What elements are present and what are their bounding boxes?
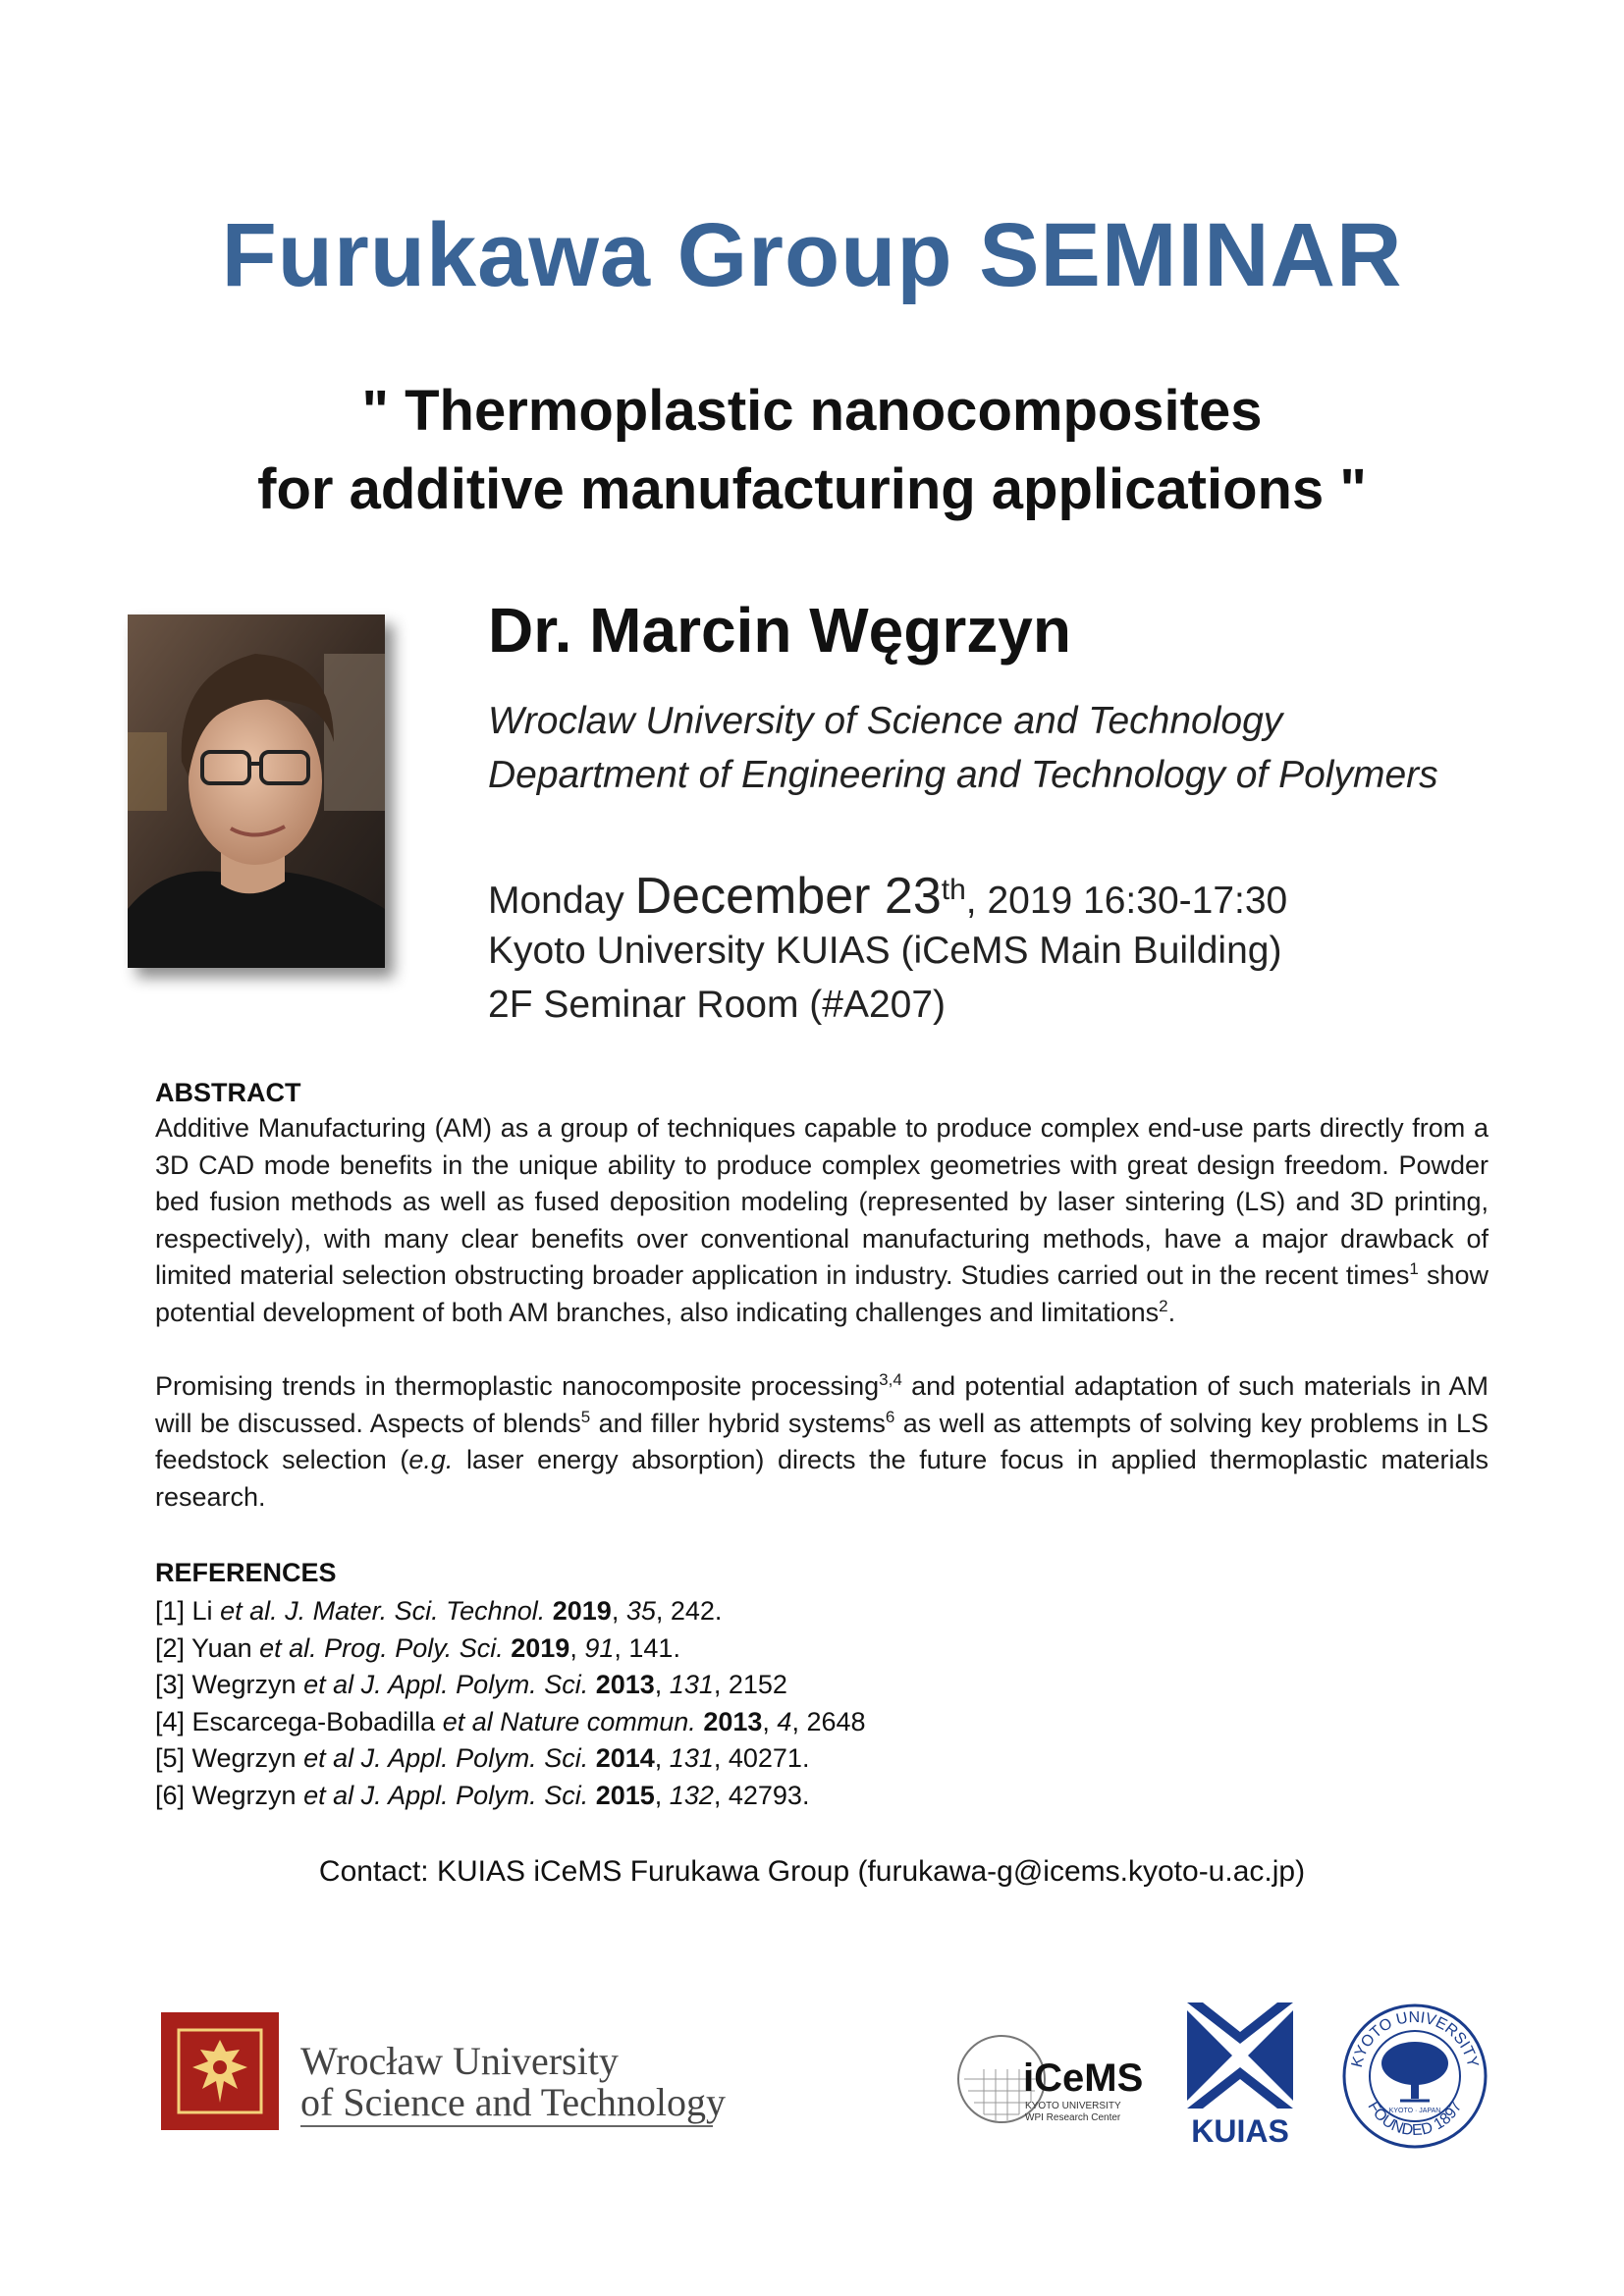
contact-line: Contact: KUIAS iCeMS Furukawa Group (furukawa-g@icems.kyoto-u.ac.jp) (318, 1855, 1306, 1888)
abstract-heading: ABSTRACT (155, 1078, 301, 1107)
kyoto-seal-top-text: KYOTO UNIVERSITY (1348, 2008, 1482, 2069)
kuias-logo-name: KUIAS (1191, 2113, 1289, 2149)
abstract-text: show potential development of both AM branches, also indicating challenges and limitations (155, 1260, 1489, 1327)
reference-number: [6] (155, 1780, 192, 1810)
reference-year: 2019 (503, 1632, 570, 1663)
kyoto-seal-bottom-text: FOUNDED 1897 (1364, 2099, 1466, 2140)
reference-journal: J. Appl. Polym. Sci. (353, 1670, 589, 1700)
reference-year: 2013 (588, 1670, 655, 1700)
citation-superscript: 6 (885, 1407, 895, 1426)
references-list (155, 1593, 866, 1815)
kyoto-university-seal-icon (1341, 2002, 1489, 2155)
reference-etal: et al (303, 1780, 354, 1810)
abstract-text: Promising trends in thermoplastic nanocomposite processing (155, 1371, 880, 1401)
abstract-paragraph-1 (155, 1110, 1489, 1332)
abstract-text: . (1167, 1297, 1176, 1327)
reference-number: [1] (155, 1596, 192, 1626)
abstract-text: and filler hybrid systems (590, 1408, 886, 1438)
event-day: Monday (488, 880, 624, 922)
reference-volume: 35 (625, 1596, 656, 1626)
citation-superscript: 3,4 (879, 1370, 902, 1389)
icems-logo-sub-1: KYOTO UNIVERSITY (1025, 2101, 1121, 2111)
reference-number: [4] (155, 1706, 192, 1736)
abstract-text-italic: e.g. (408, 1445, 454, 1475)
pwr-logo-underline (300, 2125, 713, 2127)
pwr-logo-text-line-1: Wrocław University (300, 2039, 619, 2083)
speaker-name: Dr. Marcin Węgrzyn (488, 595, 1071, 666)
reference-separator: , (611, 1596, 626, 1626)
abstract-text: laser energy absorption) directs the future focus in applied thermoplastic materials research. (155, 1445, 1489, 1512)
abstract-text: and potential adaptation of such materials in AM will be discussed. Aspects of blends (155, 1371, 1489, 1438)
abstract-text: Additive Manufacturing (AM) as a group of techniques capable to produce complex end-use parts directly from a 3D CAD mode benefits in the unique ability to produce complex geometries with great design freedom. Powder bed fusion methods as well as fused deposition modeling (represented by laser sintering (LS) and 3D printing, respectively), with many clear benefits over conventional manufacturing methods, have a major drawback of limited material selection obstructing broader application in industry. Studies carried out in the recent times (155, 1113, 1489, 1291)
kyoto-seal-center-text: KYOTO · JAPAN (1388, 2108, 1441, 2114)
seminar-title: Furukawa Group SEMINAR (221, 205, 1403, 305)
icems-logo-sub-2: WPI Research Center (1025, 2112, 1121, 2123)
speaker-portrait-image (128, 614, 385, 968)
reference-pages: , 2648 (791, 1706, 866, 1736)
reference-item (155, 1740, 866, 1778)
abstract-text: as well as attempts of solving key problems in LS feedstock selection ( (155, 1408, 1489, 1475)
reference-author: Yuan (191, 1632, 260, 1663)
reference-separator: , (762, 1706, 778, 1736)
reference-number: [5] (155, 1743, 192, 1774)
reference-pages: , 40271. (713, 1743, 810, 1774)
reference-item (155, 1704, 866, 1741)
talk-title-line-1: " Thermoplastic nanocomposites (361, 379, 1263, 443)
talk-title-line-2: for additive manufacturing applications " (257, 457, 1367, 521)
reference-volume: 132 (669, 1780, 714, 1810)
reference-author: Escarcega-Bobadilla (191, 1706, 443, 1736)
citation-superscript: 2 (1159, 1296, 1168, 1315)
date-line (488, 867, 1287, 926)
speaker-affiliation-department: Department of Engineering and Technology of Polymers (488, 754, 1438, 796)
reference-item (155, 1593, 866, 1630)
reference-volume: 131 (669, 1670, 714, 1700)
pwr-logo-text-line-2: of Science and Technology (300, 2080, 726, 2124)
reference-author: Wegrzyn (191, 1670, 304, 1700)
reference-etal: et al. (259, 1632, 317, 1663)
speaker-affiliation-university: Wroclaw University of Science and Technology (488, 700, 1283, 742)
reference-year: 2013 (695, 1706, 763, 1736)
reference-number: [3] (155, 1670, 192, 1700)
reference-pages: , 42793. (713, 1780, 810, 1810)
reference-year: 2014 (588, 1743, 655, 1774)
reference-year: 2019 (545, 1596, 612, 1626)
speaker-photo (128, 614, 385, 968)
reference-separator: , (654, 1780, 670, 1810)
reference-item (155, 1778, 866, 1815)
reference-author: Wegrzyn (191, 1780, 304, 1810)
reference-year: 2015 (588, 1780, 655, 1810)
reference-journal: J. Appl. Polym. Sci. (353, 1780, 589, 1810)
reference-etal: et al. (220, 1596, 278, 1626)
reference-author: Li (191, 1596, 221, 1626)
pwr-logo-icon (161, 2012, 279, 2135)
reference-pages: , 242. (655, 1596, 723, 1626)
reference-pages: , 141. (614, 1632, 680, 1663)
reference-separator: , (654, 1670, 670, 1700)
reference-journal: Nature commun. (492, 1706, 696, 1736)
reference-separator: , (654, 1743, 670, 1774)
reference-pages: , 2152 (713, 1670, 787, 1700)
reference-etal: et al (442, 1706, 493, 1736)
venue-building: Kyoto University KUIAS (iCeMS Main Building) (488, 930, 1282, 972)
icems-logo-name: iCeMS (1023, 2056, 1144, 2100)
reference-etal: et al (303, 1743, 354, 1774)
reference-etal: et al (303, 1670, 354, 1700)
reference-journal: J. Mater. Sci. Technol. (277, 1596, 546, 1626)
citation-superscript: 1 (1409, 1259, 1419, 1279)
reference-item (155, 1667, 866, 1704)
event-year-time: , 2019 16:30-17:30 (965, 880, 1288, 922)
reference-author: Wegrzyn (191, 1743, 304, 1774)
reference-item (155, 1630, 866, 1668)
references-heading: REFERENCES (155, 1558, 337, 1587)
icems-logo (954, 2020, 1151, 2143)
reference-number: [2] (155, 1632, 192, 1663)
reference-separator: , (569, 1632, 585, 1663)
event-date-suffix: th (941, 874, 966, 906)
reference-volume: 4 (777, 1706, 792, 1736)
reference-journal: J. Appl. Polym. Sci. (353, 1743, 589, 1774)
reference-journal: Prog. Poly. Sci. (316, 1632, 504, 1663)
abstract-paragraph-2 (155, 1368, 1489, 1516)
citation-superscript: 5 (580, 1407, 591, 1426)
event-date: December 23 (634, 868, 942, 925)
reference-volume: 91 (584, 1632, 615, 1663)
kuias-logo (1181, 2002, 1299, 2155)
svg-text:FOUNDED 1897 (1364, 2099, 1465, 2139)
reference-volume: 131 (669, 1743, 714, 1774)
venue-room: 2F Seminar Room (#A207) (488, 984, 947, 1026)
